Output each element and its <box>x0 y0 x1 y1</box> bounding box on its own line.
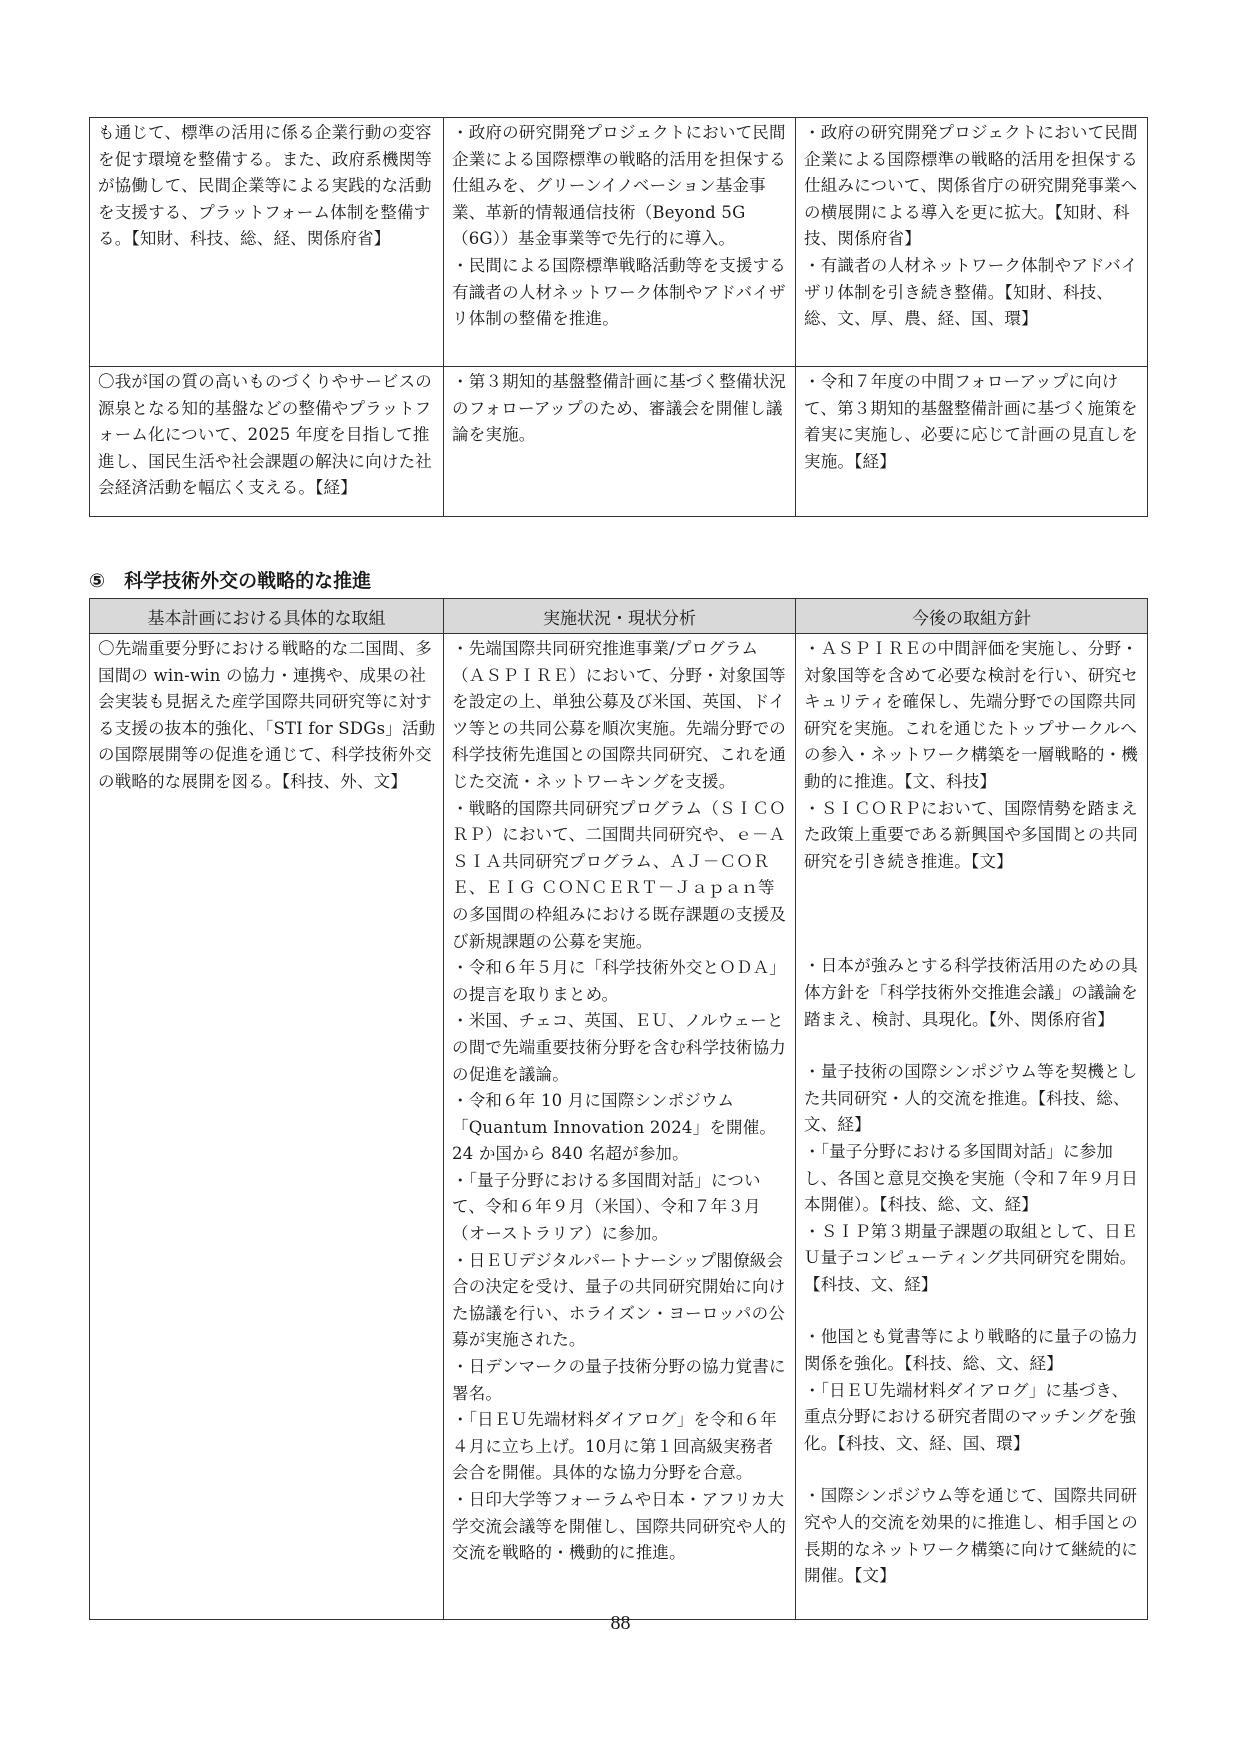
column-header: 今後の取組方針 <box>796 599 1148 634</box>
plan-cell <box>90 634 444 1620</box>
page-number: 88 <box>610 1612 631 1634</box>
policy-cell <box>796 367 1148 517</box>
status-cell <box>444 118 796 367</box>
spacer <box>804 1457 1141 1483</box>
status-item: ・「量子分野における多国間対話」について、令和６年９月（米国）、令和７年３月（オーストラリア）に参加。 <box>452 1170 761 1244</box>
policy-item: ・有識者の人材ネットワーク体制やアドバイザリ体制を引き続き整備。【知財、科技、総、文、厚、農、経、国、環】 <box>804 255 1138 329</box>
status-item: ・日デンマークの量子技術分野の協力覚書に署名。 <box>452 1357 786 1403</box>
column-header: 実施状況・現状分析 <box>444 599 796 634</box>
column-header: 基本計画における具体的な取組 <box>90 599 444 634</box>
policy-item: ・量子技術の国際シンポジウム等を契機とした共同研究・人的交流を推進。【科技、総、文、経】 <box>804 1062 1138 1135</box>
status-item: ・令和６年５月に「科学技術外交とＯＤＡ」の提言を取りまとめ。 <box>452 958 786 1004</box>
section-heading: ⑤ 科学技術外交の戦略的な推進 <box>89 570 372 592</box>
plan-text: 〇先端重要分野における戦略的な二国間、多国間の win-win の協力・連携や、成果の社会実装も見据えた産学国際共同研究等に対する支援の抜本的強化、「STI for SDGs」活動の国際展開等の促進を通じて、科学技術外交の戦略的な展開を図る。【科技、外、文】 <box>98 639 436 791</box>
status-item: ・先端国際共同研究推進事業/プログラム（ＡＳＰＩＲＥ）において、分野・対象国等を設定の上、単独公募及び米国、英国、ドイツ等との共同公募を順次実施。先端分野での科学技術先進国との国際共同研究、これを通じた交流・ネットワーキングを支援。 <box>452 639 786 791</box>
status-item: ・民間による国際標準戦略活動等を支援する有識者の人材ネットワーク体制やアドバイザリ体制の整備を推進。 <box>452 255 786 329</box>
status-cell <box>444 367 796 517</box>
status-item: ・日ＥＵデジタルパートナーシップ閣僚級会合の決定を受け、量子の共同研究開始に向けた協議を行い、ホライズン・ヨーロッパの公募が実施された。 <box>452 1250 786 1350</box>
policy-item: ・ＳＩＰ第３期量子課題の取組として、日ＥＵ量子コンピューティング共同研究を開始。【科技、文、経】 <box>804 1221 1138 1294</box>
status-item: ・第３期知的基盤整備計画に基づく整備状況のフォローアップのため、審議会を開催し議論を実施。 <box>452 372 786 445</box>
table-row <box>90 118 1148 367</box>
status-item: ・政府の研究開発プロジェクトにおいて民間企業による国際標準の戦略的活用を担保する仕組みを、グリーンイノベーション基金事業、革新的情報通信技術（Beyond 5G（6G））基金事業等で先行的に導入。 <box>452 123 786 249</box>
policy-cell <box>796 634 1148 1620</box>
plan-text: も通じて、標準の活用に係る企業行動の変容を促す環境を整備する。また、政府系機関等が協働して、民間企業等による実践的な活動を支援する、プラットフォーム体制を整備する。【知財、科技、総、経、関係府省】 <box>98 123 432 249</box>
policy-item: ・日本が強みとする科学技術活用のための具体方針を「科学技術外交推進会議」の議論を踏まえ、検討、具現化。【外、関係府省】 <box>804 956 1138 1029</box>
policy-item: ・令和７年度の中間フォローアップに向けて、第３期知的基盤整備計画に基づく施策を着実に実施し、必要に応じて計画の見直しを実施。【経】 <box>804 372 1138 471</box>
plan-cell <box>90 367 444 517</box>
status-item: ・米国、チェコ、英国、ＥＵ、ノルウェーとの間で先端重要技術分野を含む科学技術協力の促進を議論。 <box>452 1011 786 1084</box>
policy-item: ・他国とも覚書等により戦略的に量子の協力関係を強化。【科技、総、文、経】 <box>804 1327 1138 1374</box>
policy-item: ・政府の研究開発プロジェクトにおいて民間企業による国際標準の戦略的活用を担保する仕組みについて、関係省庁の研究開発事業への横展開による導入を更に拡大。【知財、科技、関係府省】 <box>804 123 1138 249</box>
status-item: ・日印大学等フォーラムや日本・アフリカ大学交流会議等を開催し、国際共同研究や人的交流を戦略的・機動的に推進。 <box>452 1490 786 1563</box>
policy-item: ・ＳＩＣＯＲＰにおいて、国際情勢を踏まえた政策上重要である新興国や多国間との共同研究を引き続き推進。【文】 <box>804 798 1138 871</box>
spacer <box>804 1298 1141 1324</box>
status-item: ・令和６年 10 月に国際シンポジウム「Quantum Innovation 2024」を開催。24 か国から 840 名超が参加。 <box>452 1091 777 1164</box>
table-row <box>90 634 1148 1620</box>
spacer <box>804 875 1141 901</box>
table-header-row <box>90 599 1148 634</box>
spacer <box>804 1033 1141 1059</box>
plan-text: 〇我が国の質の高いものづくりやサービスの源泉となる知的基盤などの整備やプラットフォーム化について、2025 年度を目指して推進し、国民生活や社会課題の解決に向けた社会経済活動を幅広く支える。【経】 <box>98 372 432 498</box>
spacer <box>804 927 1141 953</box>
continuation-table <box>89 117 1148 517</box>
status-item: ・「日ＥＵ先端材料ダイアログ」を令和６年４月に立ち上げ。10月に第１回高級実務者会合を開催。具体的な協力分野を合意。 <box>452 1410 777 1483</box>
policy-cell <box>796 118 1148 367</box>
policy-item: ・ＡＳＰＩＲＥの中間評価を実施し、分野・対象国等を含めて必要な検討を行い、研究セキュリティを確保し、先端分野での国際共同研究を実施。これを通じたトップサークルへの参入・ネットワーク構築を一層戦略的・機動的に推進。【文、科技】 <box>804 639 1138 791</box>
table-row <box>90 367 1148 517</box>
policy-item: ・「日ＥＵ先端材料ダイアログ」に基づき、重点分野における研究者間のマッチングを強化。【科技、文、経、国、環】 <box>804 1380 1137 1453</box>
policy-item: ・国際シンポジウム等を通じて、国際共同研究や人的交流を効果的に推進し、相手国との長期的なネットワーク構築に向けて継続的に開催。【文】 <box>804 1486 1138 1586</box>
status-cell <box>444 634 796 1620</box>
status-item: ・戦略的国際共同研究プログラム（ＳＩＣＯＲＰ）において、二国間共同研究や、ｅ－ＡＳＩＡ共同研究プログラム、ＡＪ－ＣＯＲＥ、ＥＩＧ ＣＯＮＣＥＲＴ－Ｊａｐａｎ等の多国間の枠組みにおける既存課題の支援及び新規課題の公募を実施。 <box>452 798 786 951</box>
spacer <box>804 901 1141 927</box>
policy-item: ・「量子分野における多国間対話」に参加し、各国と意見交換を実施（令和７年９月日本開催）。【科技、総、文、経】 <box>804 1141 1138 1215</box>
plan-cell <box>90 118 444 367</box>
science-diplomacy-table <box>89 598 1148 1620</box>
